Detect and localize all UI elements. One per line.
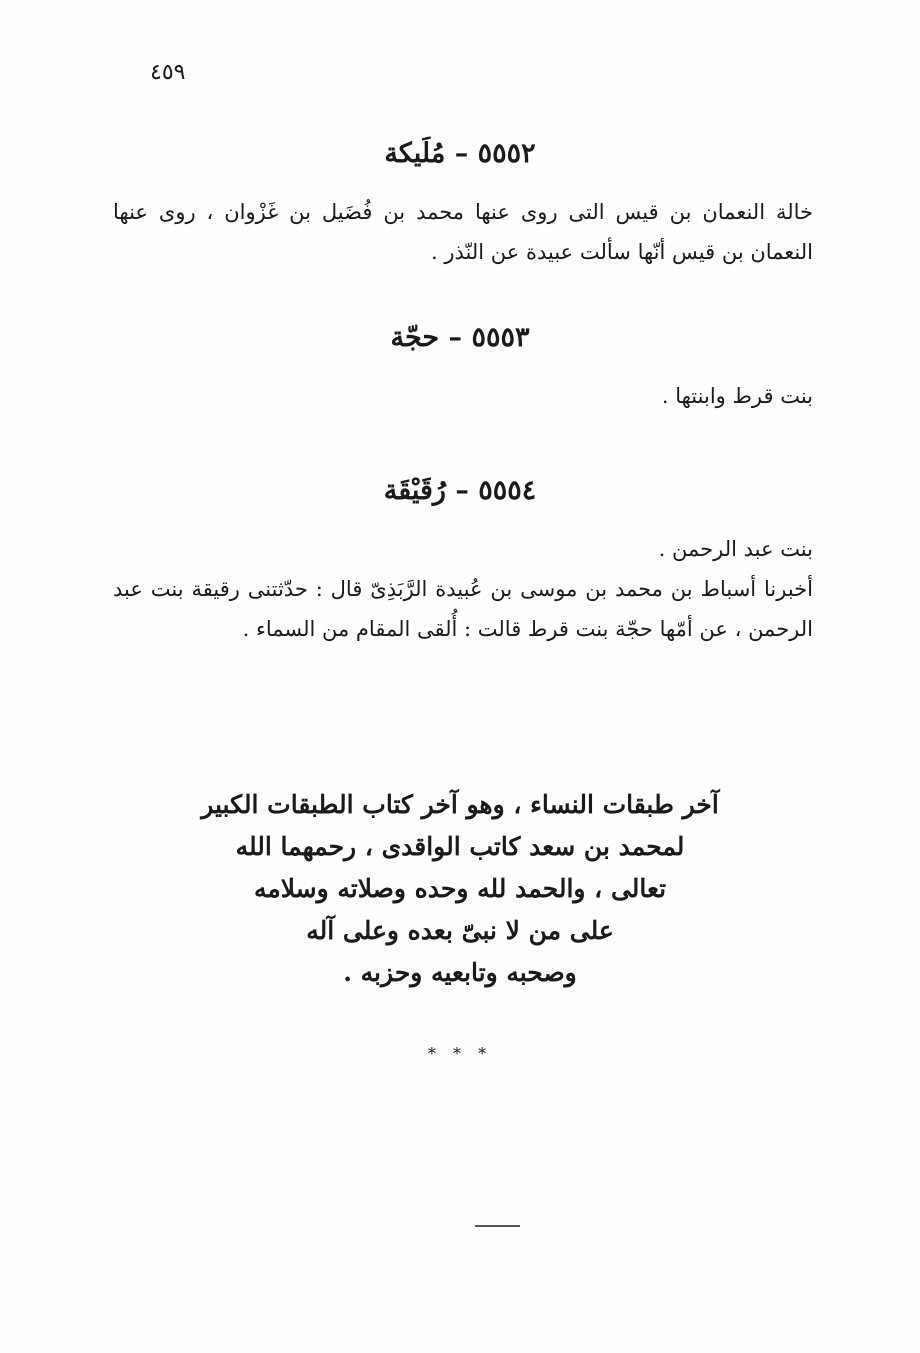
colophon-line: تعالى ، والحمد لله وحده وصلاته وسلامه [253,874,667,903]
entry-5554-text-2: أخبرنا أسباط بن محمد بن موسى بن عُبيدة الرَّبَذِىّ قال : حدّثتنى رقيقة بنت عبد الرحمن ، عن أمّها حجّة بنت قرط قالت : أُلقى المقام من السماء . [113,577,813,641]
entry-5553-text: بنت قرط وابنتها . [661,384,813,408]
decorative-rule [475,1225,520,1227]
page-number: ٤٥٩ [150,60,186,85]
colophon-line: على من لا نبىّ بعده وعلى آله [306,916,614,945]
colophon [0,784,920,994]
entry-heading-5554: ٥٥٥٤ – رُقَيْقَة [383,475,537,506]
colophon-line: آخر طبقات النساء ، وهو آخر كتاب الطبقات الكبير [201,790,719,819]
colophon-line: وصحبه وتابعيه وحزبه . [343,958,577,987]
colophon-line: لمحمد بن سعد كاتب الواقدى ، رحمهما الله [235,832,685,861]
entry-5554-text-1: بنت عبد الرحمن . [658,537,813,561]
section-separator: * * * [427,1044,493,1063]
entry-heading-5553: ٥٥٥٣ – حجّة [390,322,530,353]
entry-5552-text: خالة النعمان بن قيس التى روى عنها محمد بن فُضَيل بن غَزْوان ، روى عنها النعمان بن قيس أنّها سألت عبيدة عن النّذر . [113,200,813,264]
entry-heading-5552: ٥٥٥٢ – مُلَيكة [384,138,536,169]
